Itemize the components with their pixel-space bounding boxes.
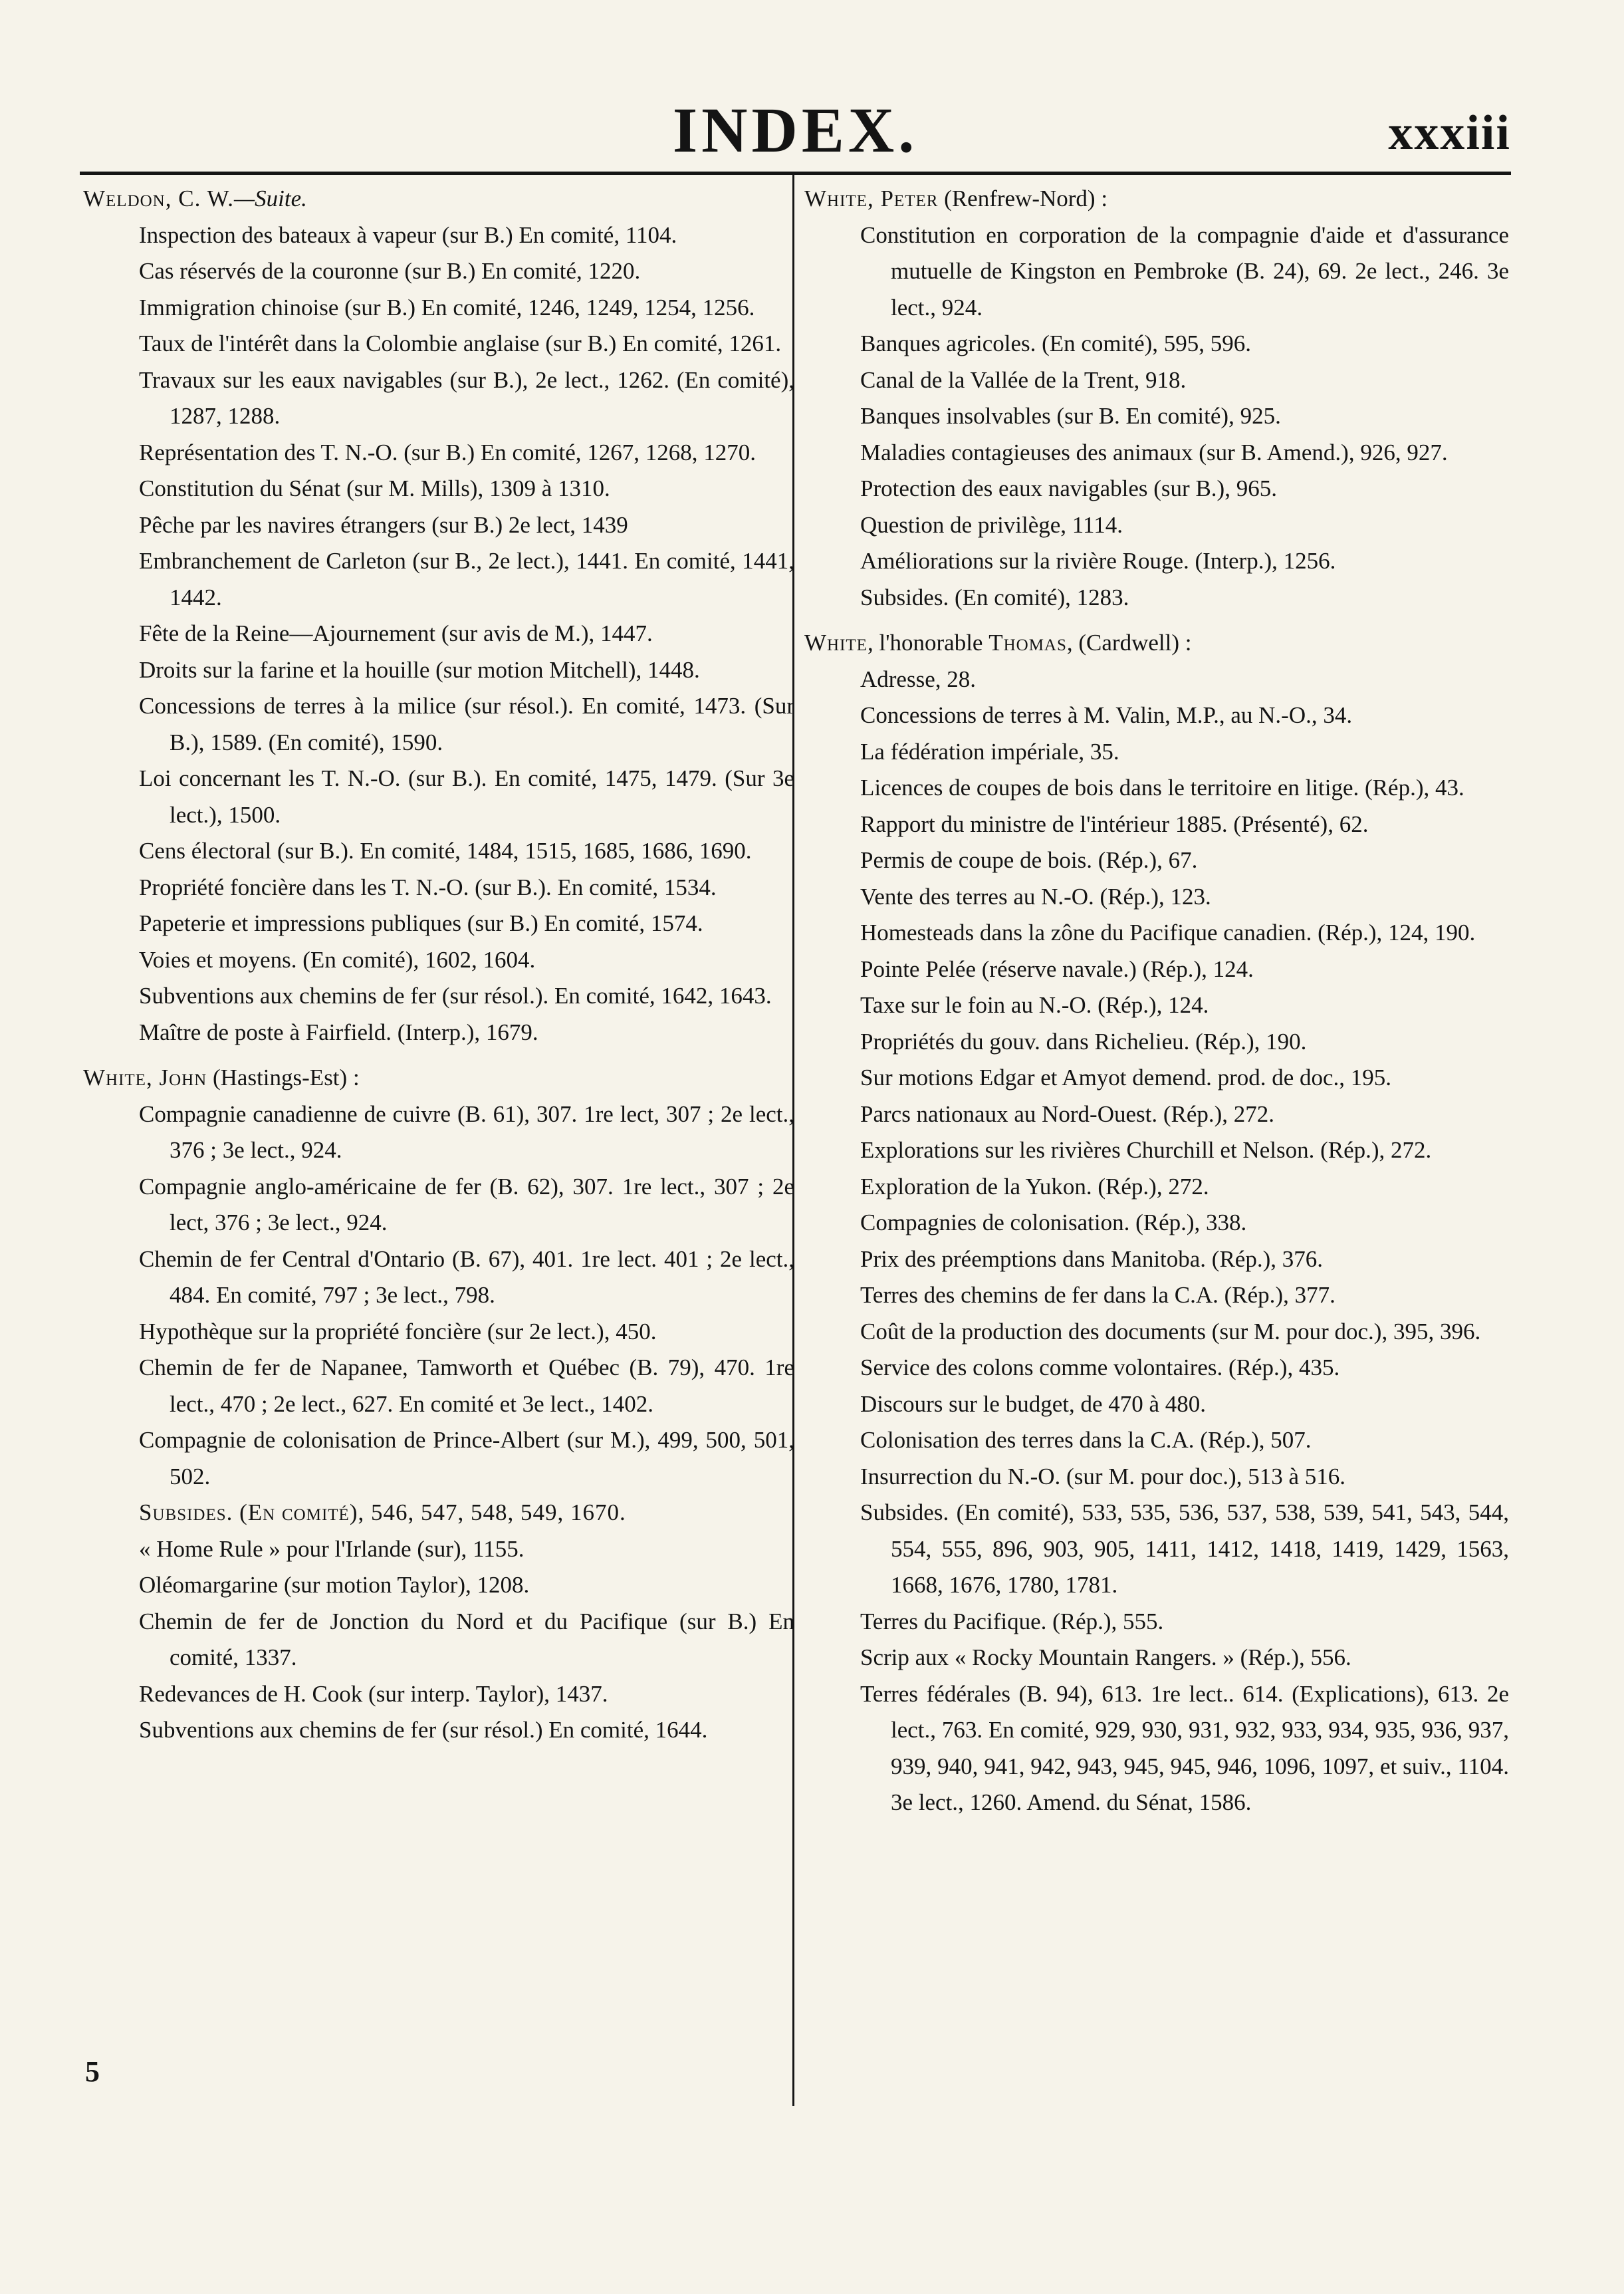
index-entry: Prix des préemptions dans Manitoba. (Rép.), 376.	[860, 1245, 1324, 1272]
member-name: Weldon, C. W.	[83, 186, 235, 211]
index-entry: Rapport du ministre de l'intérieur 1885. (Présenté), 62.	[860, 811, 1369, 837]
index-entry: Pointe Pelée (réserve navale.) (Rép.), 124.	[860, 956, 1254, 982]
index-entry: Explorations sur les rivières Churchill et Nelson. (Rép.), 272.	[860, 1137, 1432, 1163]
left-column	[83, 181, 794, 1749]
index-entry: Subventions aux chemins de fer (sur résol.). En comité, 1642, 1643.	[139, 983, 772, 1009]
index-entry: Service des colons comme volontaires. (Rép.), 435.	[860, 1354, 1340, 1380]
entry-gap	[83, 1051, 794, 1060]
heading-suffix: (Renfrew-Nord) :	[938, 186, 1108, 211]
index-entry: Embranchement de Carleton (sur B., 2e lect.), 1441. En comité, 1441, 1442.	[139, 548, 794, 610]
index-heading	[83, 1060, 794, 1096]
index-entry: Hypothèque sur la propriété foncière (sur 2e lect.), 450.	[139, 1318, 657, 1344]
page-number: xxxiii	[1388, 106, 1511, 160]
index-entry: Exploration de la Yukon. (Rép.), 272.	[860, 1173, 1209, 1200]
index-entry: Parcs nationaux au Nord-Ouest. (Rép.), 272.	[860, 1100, 1275, 1127]
index-entry: Loi concernant les T. N.-O. (sur B.). En comité, 1475, 1479. (Sur 3e lect.), 1500.	[139, 765, 794, 828]
index-entry: Compagnie anglo-américaine de fer (B. 62), 307. 1re lect., 307 ; 2e lect, 376 ; 3e lect., 924.	[139, 1173, 794, 1235]
header-rule	[80, 172, 1511, 175]
index-entry: Insurrection du N.-O. (sur M. pour doc.), 513 à 516.	[860, 1463, 1345, 1489]
index-entry: Terres fédérales (B. 94), 613. 1re lect.. 614. (Explications), 613. 2e lect., 763. En comité, 929, 930, 931, 932, 933, 934, 935, 936, 937, 939, 940, 941, 942, 943, 945, 945, 946, 1096, 1097, et suiv., 1104. 3e lect., 1260. Amend. du Sénat, 1586.	[860, 1680, 1509, 1815]
index-entry: Oléomargarine (sur motion Taylor), 1208.	[139, 1572, 530, 1598]
index-entry: Compagnies de colonisation. (Rép.), 338.	[860, 1210, 1247, 1235]
index-entry: Droits sur la farine et la houille (sur motion Mitchell), 1448.	[139, 656, 700, 683]
index-entry: Banques insolvables (sur B. En comité), 925.	[860, 403, 1281, 429]
index-entry: « Home Rule » pour l'Irlande (sur), 1155.	[139, 1535, 524, 1562]
index-entry: Protection des eaux navigables (sur B.), 965.	[860, 475, 1277, 501]
index-entry: Chemin de fer Central d'Ontario (B. 67), 401. 1re lect. 401 ; 2e lect., 484. En comité, 797 ; 3e lect., 798.	[139, 1245, 794, 1308]
index-heading	[804, 181, 1509, 217]
index-entry: Compagnie canadienne de cuivre (B. 61), 307. 1re lect, 307 ; 2e lect., 376 ; 3e lect., 924.	[139, 1100, 794, 1163]
index-entry: Taux de l'intérêt dans la Colombie anglaise (sur B.) En comité, 1261.	[139, 330, 782, 356]
index-entry: Banques agricoles. (En comité), 595, 596.	[860, 330, 1252, 356]
heading-suffix: , (Cardwell) :	[1066, 630, 1192, 656]
index-entry: Travaux sur les eaux navigables (sur B.), 2e lect., 1262. (En comité), 1287, 1288.	[139, 366, 794, 429]
heading-suffix: —Suite.	[234, 186, 307, 211]
page-title: INDEX.	[672, 94, 919, 166]
index-entry: La fédération impériale, 35.	[860, 738, 1119, 765]
signature-mark: 5	[85, 2055, 100, 2088]
index-heading	[83, 181, 794, 217]
index-entry: Terres des chemins de fer dans la C.A. (Rép.), 377.	[860, 1282, 1335, 1308]
member-name: White, John	[83, 1065, 207, 1090]
index-entry: Voies et moyens. (En comité), 1602, 1604.	[139, 946, 536, 973]
index-entry: Canal de la Vallée de la Trent, 918.	[860, 366, 1187, 393]
index-entry: Concessions de terres à la milice (sur résol.). En comité, 1473. (Sur B.), 1589. (En comité), 1590.	[139, 693, 794, 755]
heading-suffix: , l'honorable	[867, 630, 989, 656]
index-entry: Chemin de fer de Napanee, Tamworth et Québec (B. 79), 470. 1re lect., 470 ; 2e lect., 627. En comité et 3e lect., 1402.	[139, 1354, 794, 1417]
index-entry: Vente des terres au N.-O. (Rép.), 123.	[860, 883, 1211, 910]
index-entry: Représentation des T. N.-O. (sur B.) En comité, 1267, 1268, 1270.	[139, 439, 756, 465]
index-entry: Sur motions Edgar et Amyot demend. prod. de doc., 195.	[860, 1065, 1392, 1090]
index-entry: Coût de la production des documents (sur M. pour doc.), 395, 396.	[860, 1318, 1481, 1344]
index-entry: Adresse, 28.	[860, 666, 976, 692]
index-entry: Subsides. (En comité), 533, 535, 536, 537, 538, 539, 541, 543, 544, 554, 555, 896, 903, 905, 1411, 1412, 1418, 1419, 1429, 1563, 1668, 1676, 1780, 1781.	[860, 1499, 1509, 1598]
index-entry: Permis de coupe de bois. (Rép.), 67.	[860, 847, 1198, 873]
index-entry: Terres du Pacifique. (Rép.), 555.	[860, 1608, 1164, 1634]
member-given-name: Thomas	[988, 630, 1067, 656]
index-entry: Subventions aux chemins de fer (sur résol.) En comité, 1644.	[139, 1717, 708, 1743]
index-entry: Fête de la Reine—Ajournement (sur avis de M.), 1447.	[139, 620, 653, 646]
running-head	[80, 93, 1511, 166]
index-entry: Inspection des bateaux à vapeur (sur B.) En comité, 1104.	[139, 221, 677, 248]
index-entry: Scrip aux « Rocky Mountain Rangers. » (Rép.), 556.	[860, 1644, 1351, 1670]
index-entry: Propriétés du gouv. dans Richelieu. (Rép.), 190.	[860, 1028, 1307, 1055]
index-entry: Maladies contagieuses des animaux (sur B. Amend.), 926, 927.	[860, 439, 1448, 465]
index-entry: Maître de poste à Fairfield. (Interp.), 1679.	[139, 1019, 538, 1045]
index-entry: Colonisation des terres dans la C.A. (Rép.), 507.	[860, 1427, 1312, 1453]
index-entry: Chemin de fer de Jonction du Nord et du Pacifique (sur B.) En comité, 1337.	[139, 1608, 794, 1670]
index-entry: Pêche par les navires étrangers (sur B.) 2e lect, 1439	[139, 511, 628, 538]
index-entry: Redevances de H. Cook (sur interp. Taylor), 1437.	[139, 1680, 608, 1707]
index-entry: Subsides. (En comité), 1283.	[860, 584, 1129, 610]
index-entry: Constitution en corporation de la compagnie d'aide et d'assurance mutuelle de Kingston en Pembroke (B. 24), 69. 2e lect., 246. 3e lect., 924.	[860, 221, 1509, 320]
index-entry: Papeterie et impressions publiques (sur B.) En comité, 1574.	[139, 910, 703, 936]
index-entry: Cas réservés de la couronne (sur B.) En comité, 1220.	[139, 258, 641, 284]
member-name: White, Peter	[804, 186, 939, 211]
member-name: White	[804, 630, 868, 656]
index-entry: Discours sur le budget, de 470 à 480.	[860, 1390, 1207, 1417]
index-entry: Cens électoral (sur B.). En comité, 1484, 1515, 1685, 1686, 1690.	[139, 838, 752, 864]
index-entry: Subsides. (En comité), 546, 547, 548, 549, 1670.	[139, 1499, 626, 1525]
index-entry: Améliorations sur la rivière Rouge. (Interp.), 1256.	[860, 548, 1336, 574]
entry-gap	[804, 616, 1509, 625]
index-entry: Concessions de terres à M. Valin, M.P., au N.-O., 34.	[860, 702, 1353, 728]
index-entry: Taxe sur le foin au N.-O. (Rép.), 124.	[860, 992, 1209, 1018]
index-entry: Question de privilège, 1114.	[860, 511, 1123, 538]
index-entry: Compagnie de colonisation de Prince-Albert (sur M.), 499, 500, 501, 502.	[139, 1427, 794, 1489]
right-column	[804, 181, 1509, 1821]
index-entry: Immigration chinoise (sur B.) En comité, 1246, 1249, 1254, 1256.	[139, 294, 755, 320]
index-entry: Homesteads dans la zône du Pacifique canadien. (Rép.), 124, 190.	[860, 920, 1476, 946]
index-entry: Licences de coupes de bois dans le territoire en litige. (Rép.), 43.	[860, 775, 1464, 801]
index-entry: Propriété foncière dans les T. N.-O. (sur B.). En comité, 1534.	[139, 874, 717, 900]
index-heading	[804, 625, 1509, 662]
index-entry: Constitution du Sénat (sur M. Mills), 1309 à 1310.	[139, 475, 610, 501]
heading-suffix: (Hastings-Est) :	[207, 1065, 360, 1090]
